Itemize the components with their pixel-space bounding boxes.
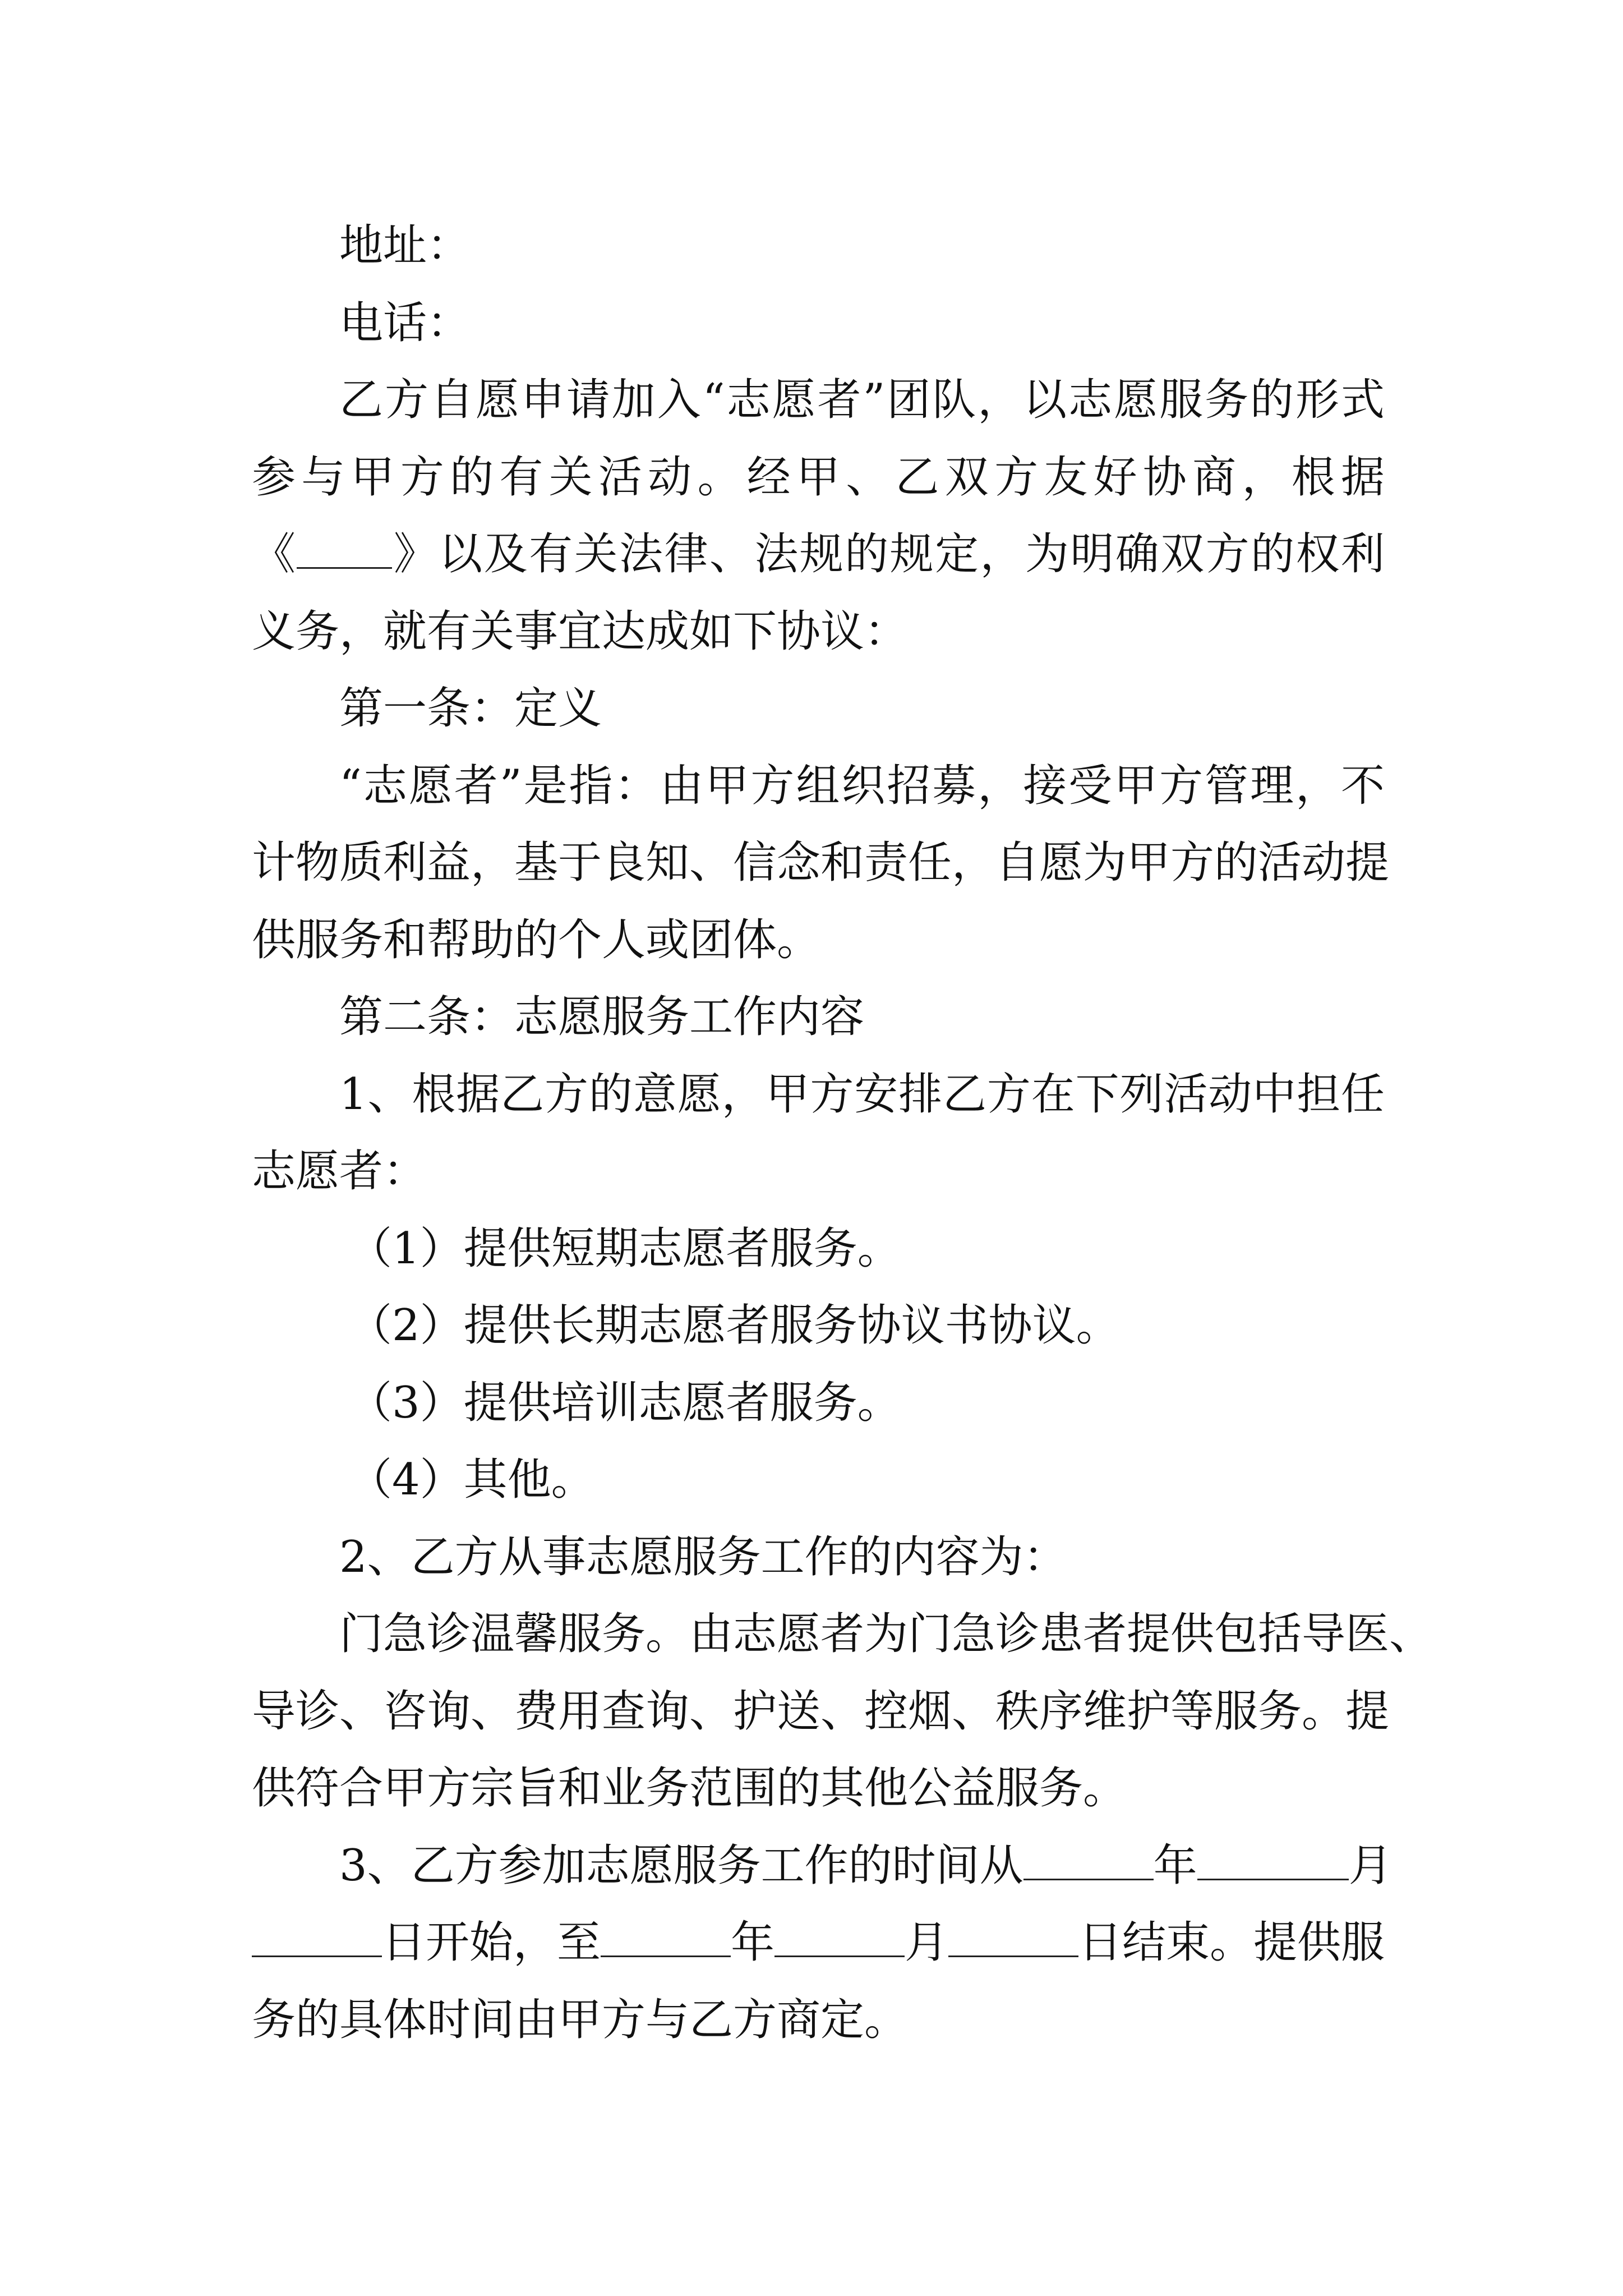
intro-line-4: 义务，就有关事宜达成如下协议： [252, 606, 909, 657]
article-1-line-2: 计物质利益，基于良知、信念和责任，自愿为甲方的活动提 [252, 838, 1390, 888]
end-month-blank [774, 1923, 905, 1957]
law-name-blank [297, 535, 392, 569]
intro-line-3 [252, 516, 1385, 593]
intro-line-2: 参与甲方的有关活动。经甲、乙双方友好协商，根据 [252, 452, 1385, 503]
start-day-blank [252, 1923, 382, 1957]
option-item: （2）提供长期志愿者服务协议书协议。 [348, 1300, 1120, 1351]
article-2-item-1-line-1: 1、根据乙方的意愿，甲方安排乙方在下列活动中担任 [339, 1069, 1385, 1120]
address-label: 地址： [339, 220, 471, 271]
article-1-line-3: 供服务和帮助的个人或团体。 [252, 914, 821, 965]
start-month-blank [1197, 1846, 1349, 1880]
day-end-label: 日结束。提供服 [1078, 1917, 1385, 1968]
year-label: 年 [1153, 1840, 1197, 1891]
end-year-blank [601, 1923, 731, 1957]
law-name-open-bracket: 《 [252, 529, 297, 579]
month-label: 月 [1348, 1840, 1393, 1891]
month-label: 月 [905, 1917, 949, 1968]
intro-line-3-text: 》以及有关法律、法规的规定，为明确双方的权利 [392, 529, 1385, 579]
article-1-heading: 第一条：定义 [339, 683, 602, 734]
service-content-line-2: 导诊、咨询、费用查询、护送、控烟、秩序维护等服务。提 [252, 1686, 1390, 1737]
option-item: （3）提供培训志愿者服务。 [348, 1377, 901, 1428]
intro-line-1: 乙方自愿申请加入“志愿者”团队，以志愿服务的形式 [339, 375, 1385, 425]
service-period-prefix: 3、乙方参加志愿服务工作的时间从 [339, 1840, 1023, 1891]
end-day-blank [948, 1923, 1078, 1957]
article-2-heading: 第二条：志愿服务工作内容 [339, 992, 865, 1042]
day-start-label: 日开始，至 [382, 1917, 601, 1968]
contract-body [252, 208, 1433, 2059]
year-label: 年 [731, 1917, 775, 1968]
service-content-line-1: 门急诊温馨服务。由志愿者为门急诊患者提供包括导医、 [339, 1609, 1433, 1659]
phone-label: 电话： [339, 297, 471, 348]
article-2-item-2: 2、乙方从事志愿服务工作的内容为： [339, 1531, 1067, 1582]
article-2-item-1-line-2: 志愿者： [252, 1146, 427, 1197]
option-item: （1）提供短期志愿者服务。 [348, 1223, 901, 1274]
option-item: （4）其他。 [348, 1455, 595, 1505]
article-2-item-3-line-3: 务的具体时间由甲方与乙方商定。 [252, 1994, 909, 2045]
service-content-line-3: 供符合甲方宗旨和业务范围的其他公益服务。 [252, 1763, 1127, 1814]
article-2-item-3-line-1 [252, 1828, 1393, 1905]
start-year-blank [1023, 1846, 1154, 1880]
article-2-item-3-line-2 [252, 1904, 1385, 1982]
article-1-line-1: “志愿者”是指：由甲方组织招募，接受甲方管理，不 [339, 760, 1385, 811]
